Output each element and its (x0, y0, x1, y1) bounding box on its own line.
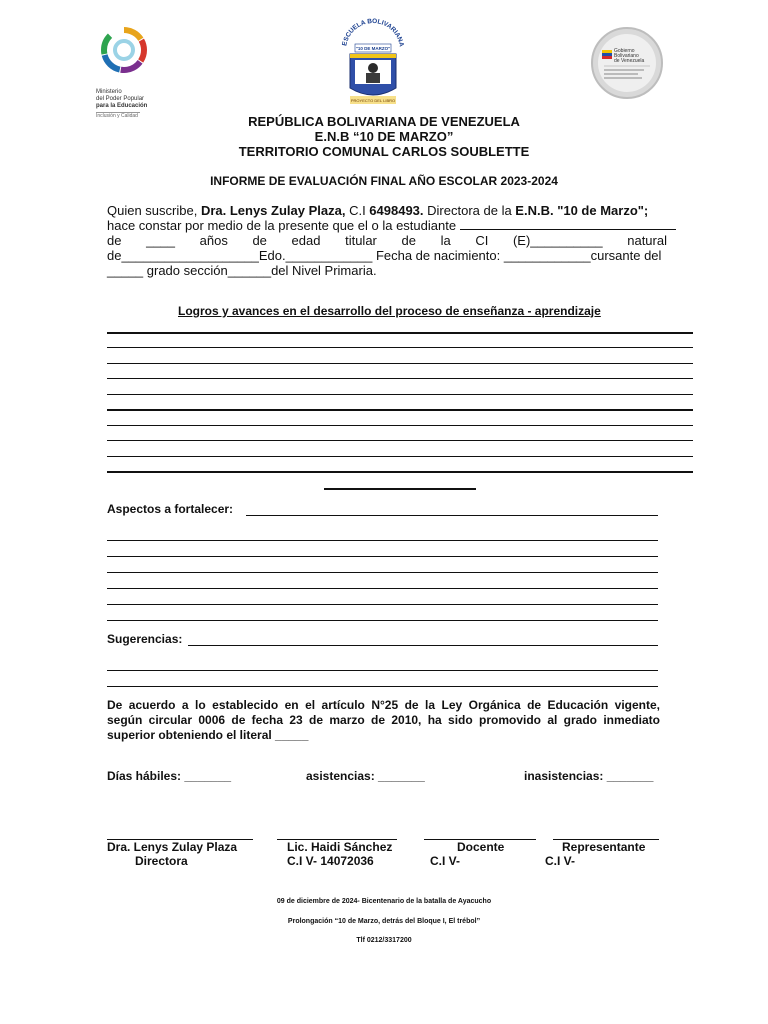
gov-line-2: Bolivariano (614, 53, 639, 59)
government-logo (590, 26, 664, 100)
logros-line[interactable] (107, 394, 693, 395)
ministry-line-3: para la Educación (96, 103, 148, 109)
sugerencias-first-blank[interactable] (188, 645, 658, 646)
logros-line[interactable] (107, 409, 693, 411)
logros-line[interactable] (107, 471, 693, 473)
logros-line[interactable] (107, 425, 693, 426)
ministry-line-1: Ministerio (96, 89, 122, 95)
aspectos-line[interactable] (107, 540, 658, 541)
gov-line-1: Gobierno (614, 48, 635, 54)
sugerencias-line[interactable] (107, 670, 658, 671)
intro-text-c: Directora de la (423, 203, 516, 218)
ministry-logo (96, 26, 160, 119)
aspectos-line[interactable] (107, 604, 658, 605)
asistencias: asistencias: _______ (306, 769, 425, 783)
svg-text:ESCUELA BOLIVARIANA: ESCUELA BOLIVARIANA (341, 18, 405, 48)
signature-name: Dra. Lenys Zulay Plaza (107, 840, 238, 854)
director-ci: 6498493. (369, 203, 424, 218)
sugerencias-label: Sugerencias: (107, 632, 183, 646)
ministry-tagline: Inclusión y Calidad (96, 113, 138, 119)
signature-coordinadora (287, 840, 392, 868)
intro-line-1 (107, 203, 667, 218)
aspectos-line[interactable] (107, 572, 658, 573)
logros-short-line (324, 488, 476, 490)
school-logo (338, 18, 408, 110)
signature-name: Docente (457, 840, 505, 854)
footer-line-1: 09 de diciembre de 2024- Bicentenario de la batalla de Ayacucho (276, 898, 492, 905)
promotion-line-1: De acuerdo a lo establecido en el artículo N°25 de la Ley Orgánica de Educación vigente, (107, 698, 660, 712)
aspectos-line[interactable] (107, 620, 658, 621)
header-line-2: E.N.B “10 DE MARZO” (314, 129, 454, 144)
document-title: INFORME DE EVALUACIÓN FINAL AÑO ESCOLAR 2023-2024 (210, 174, 558, 188)
header-line-3: TERRITORIO COMUNAL CARLOS SOUBLETTE (238, 144, 530, 159)
signature-directora (107, 840, 237, 868)
inasistencias: inasistencias: _______ (524, 769, 654, 783)
logros-line[interactable] (107, 363, 693, 364)
student-name-blank[interactable] (460, 229, 676, 230)
signature-role: C.I V- 14072036 (287, 854, 374, 868)
logros-heading: Logros y avances en el desarrollo del proceso de enseñanza - aprendizaje (178, 304, 601, 318)
school-name: E.N.B. "10 de Marzo"; (515, 203, 649, 218)
header-line-1: REPÚBLICA BOLIVARIANA DE VENEZUELA (248, 114, 520, 129)
dias-habiles: Días hábiles: _______ (107, 769, 232, 783)
signature-role: Directora (135, 854, 188, 868)
intro-line-2 (107, 218, 667, 233)
ministry-circle-icon (96, 26, 160, 82)
aspectos-first-blank[interactable] (246, 515, 658, 516)
school-motto: PROYECTO DEL LIBRO (350, 98, 396, 103)
logros-line[interactable] (107, 440, 693, 441)
signature-representante (545, 840, 645, 868)
footer-line-2: Prolongación “10 de Marzo, detrás del Bloque I, El trébol” (287, 918, 481, 925)
signature-name: Representante (562, 840, 646, 854)
intro-line-2-text: hace constar por medio de la presente que el o la estudiante (107, 218, 460, 233)
intro-line-5: _____ grado sección______del Nivel Primaria. (107, 263, 377, 278)
signature-docente (430, 840, 504, 868)
promotion-paragraph (107, 698, 660, 743)
intro-text-b: C.I (345, 203, 370, 218)
ministry-line-2: del Poder Popular (96, 96, 145, 102)
promotion-line-3: superior obteniendo el literal _____ (107, 728, 309, 742)
logros-line[interactable] (107, 378, 693, 379)
footer-line-3: Tlf 0212/3317200 (356, 937, 412, 944)
signature-role: C.I V- (545, 854, 576, 868)
intro-text-a: Quien suscribe, (107, 203, 201, 218)
intro-line-3: de ____ años de edad titular de la CI (E)__________ natural (107, 233, 667, 248)
signature-name: Lic. Haidi Sánchez (287, 840, 393, 854)
aspectos-line[interactable] (107, 588, 658, 589)
promotion-line-2: según circular 0006 de fecha 23 de marzo de 2010, ha sido promovido al grado inmediato (107, 713, 660, 727)
signature-role: C.I V- (430, 854, 461, 868)
gov-line-3: de Venezuela (614, 58, 645, 64)
sugerencias-line[interactable] (107, 686, 658, 687)
logros-line[interactable] (107, 332, 693, 334)
director-name: Dra. Lenys Zulay Plaza, (200, 203, 346, 218)
aspectos-line[interactable] (107, 556, 658, 557)
intro-paragraph (107, 203, 667, 278)
school-banner: "10 DE MARZO" (355, 46, 391, 51)
intro-line-4: de___________________Edo.____________ Fecha de nacimiento: ____________cursante del (107, 248, 662, 263)
aspectos-label: Aspectos a fortalecer: (107, 502, 234, 516)
logros-line[interactable] (107, 456, 693, 457)
document-header (0, 114, 768, 159)
logros-line[interactable] (107, 347, 693, 348)
